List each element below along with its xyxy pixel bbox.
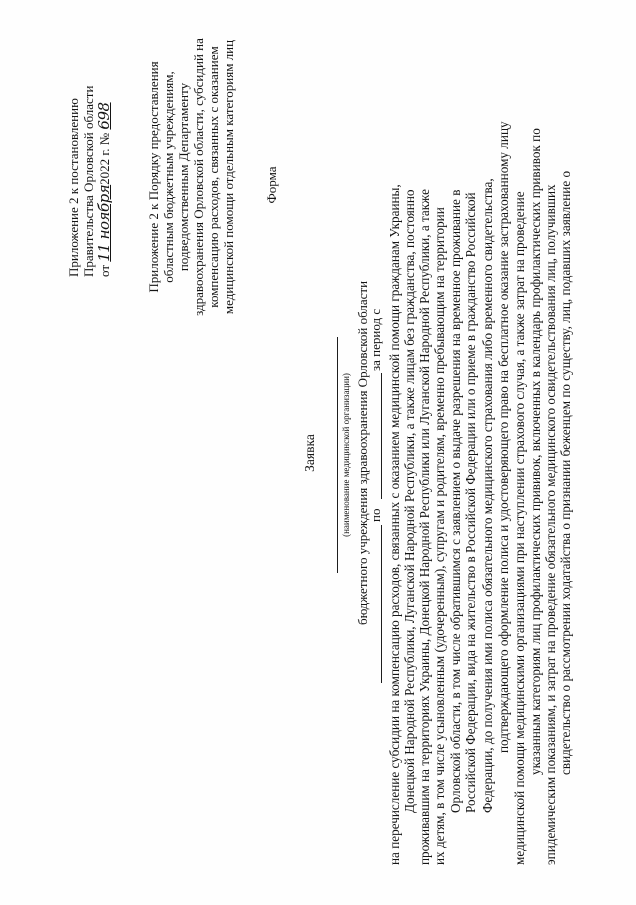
decree-number-handwritten: 698 — [95, 102, 113, 130]
period-to-blank — [381, 525, 382, 683]
org-name-caption: (наименование медицинской организации) — [341, 373, 351, 537]
procedure-line-1: Приложение 2 к Порядку предоставления — [146, 61, 161, 293]
decree-date-handwritten: 11 ноября — [95, 184, 113, 262]
procedure-line-4: здравоохранения Орловской области, субсидий на — [191, 38, 206, 316]
decree-line-3: от 11 ноября2022 г. № 698 — [95, 102, 113, 277]
procedure-line-2: областным бюджетным учреждениям, — [161, 71, 176, 283]
body-line: Орловской области, в том числе обратившимся с заявлением о выдаче разрешения на временное проживание в — [448, 189, 463, 813]
request-title: Заявка — [302, 434, 317, 472]
body-line: их детям, в том числе усыновленным (удочеренным), супругам и родителям, временно пребывающим на территории — [432, 207, 447, 865]
body-line: Российской Федерации, вида на жительство в Российской Федерации или о приеме в гражданство Российской — [463, 192, 478, 813]
body-line: эпидемическим показаниям, и затрат на проведение обязательного медицинского освидетельствования лиц, получивших — [543, 184, 558, 865]
procedure-line-5: компенсацию расходов, связанных с оказанием — [206, 46, 221, 308]
period-to-label: по — [368, 508, 383, 522]
body-line: на перечисление субсидии на компенсацию расходов, связанных с оказанием медицинской помощи гражданам Украины, — [387, 184, 402, 865]
body-line: указанным категориям лиц профилактических прививок, включенных в календарь профилактических прививок по — [528, 128, 543, 775]
decree-line-1: Приложение 2 к постановлению — [66, 98, 81, 277]
body-line: Федерации, до получения ими полиса обязательного медицинского страхования либо временного свидетельства, — [480, 178, 495, 813]
body-line: свидетельство о рассмотрении ходатайства о признании беженцем по существу, лиц, подавших заявление о — [558, 170, 573, 775]
body-line: подтверждающего оформление полиса и удостоверяющего право на бесплатное оказание застрахованному лицу — [496, 121, 511, 753]
decree-line-2: Правительства Орловской области — [81, 85, 96, 277]
period-from-blank — [381, 373, 382, 499]
period-from-label: за период с — [368, 308, 383, 371]
body-line: медицинской помощи медицинскими организациями при наступлении страхового случая, а также затрат на проведение — [512, 191, 527, 865]
procedure-line-3: подведомственным Департаменту — [176, 82, 191, 272]
request-subtitle: бюджетного учреждения здравоохранения Орловской области — [355, 280, 370, 626]
body-line: Донецкой Народной Республики, Луганской Народной Республики, а также лицам без гражданства, постоянно — [402, 189, 417, 813]
org-name-line — [337, 337, 338, 573]
procedure-line-6: медицинской помощи отдельным категориям лиц — [221, 39, 236, 315]
body-line: проживавшим на территориях Украины, Донецкой Народной Республики или Луганской Народной Республики, а также — [417, 189, 432, 865]
form-label: Форма — [264, 166, 279, 204]
